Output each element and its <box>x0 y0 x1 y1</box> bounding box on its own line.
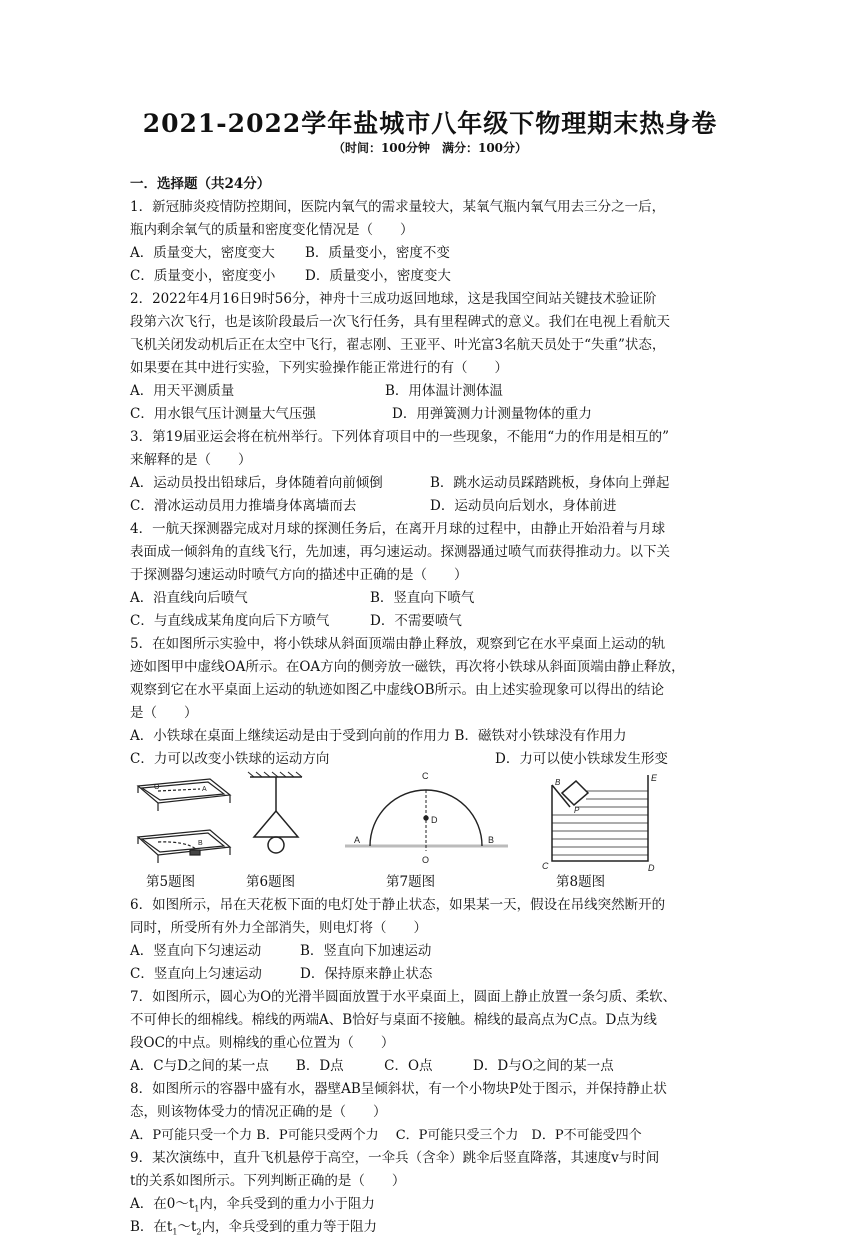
q1-options-row-1 <box>130 242 730 265</box>
q6-option-d: D．保持原来静止状态 <box>300 966 433 982</box>
q3-option-b: B．跳水运动员踩踏跳板，身体向上弹起 <box>430 475 670 491</box>
q5-stem-2: 迹如图甲中虚线OA所示。在OA方向的侧旁放一磁铁，再次将小铁球从斜面顶端由静止释放， <box>130 659 685 675</box>
q4-stem-3: 于探测器匀速运动时喷气方向的描述中正确的是（ ） <box>130 567 468 583</box>
q5-options-row-2 <box>130 748 730 771</box>
q5-stem-3: 观察到它在水平桌面上运动的轨迹如图乙中虚线OB所示。由上述实验现象可以得出的结论 <box>130 682 664 698</box>
q1-option-d: D．质量变小，密度变大 <box>305 268 451 284</box>
fig7-label-a: A <box>354 835 361 845</box>
q1-options-row-2 <box>130 265 730 288</box>
q2-option-a: A．用天平测质量 <box>130 383 235 399</box>
fig8-water-lines <box>552 791 648 855</box>
fig8-container <box>552 775 648 861</box>
fig7-label-c: C <box>422 771 429 781</box>
page-title: 2021-2022学年盐城市八年级下物理期末热身卷 <box>142 109 718 138</box>
q7-stem-1: 7．如图所示，圆心为O的光滑半圆面放置于水平桌面上，圆面上静止放置一条匀质、柔软、 <box>130 989 677 1005</box>
q7-stem-3: 段OC的中点。则棉线的重心位置为（ ） <box>130 1035 395 1051</box>
fig6-bulb <box>268 837 284 853</box>
q6-option-b: B．竖直向下加速运动 <box>300 943 432 959</box>
q2-option-b: B．用体温计测体温 <box>385 383 503 399</box>
q5-stem-4: 是（ ） <box>130 705 198 721</box>
q1-stem-1: 1．新冠肺炎疫情防控期间，医院内氧气的需求量较大，某氧气瓶内氧气用去三分之一后， <box>130 199 666 215</box>
q1-option-c: C．质量变小，密度变小 <box>130 268 276 284</box>
fig5-caption: 第5题图 <box>146 874 196 890</box>
q9-option-a-text: A．在0～t <box>130 1196 195 1212</box>
q9-option-b-rest: 内，伞兵受到的重力等于阻力 <box>201 1219 377 1235</box>
fig6-diagram <box>248 772 302 853</box>
q9-stem-1: 9．某次演练中，直升飞机悬停于高空，一伞兵（含伞）跳伞后竖直降落，其速度v与时间 <box>130 1150 660 1166</box>
fig6-caption: 第6题图 <box>246 874 296 890</box>
q1-option-a: A．质量变大，密度变大 <box>130 245 275 261</box>
fig6-lampshade <box>254 811 298 837</box>
fig5-table-top-1 <box>138 779 230 803</box>
fig7-label-b: B <box>488 835 495 845</box>
q9-option-a <box>130 1193 730 1216</box>
q2-option-d: D．用弹簧测力计测量物体的重力 <box>392 406 592 422</box>
q2-stem-4: 如果要在其中进行实验，下列实验操作能正常进行的有（ ） <box>130 360 508 376</box>
q6-stem-1: 6．如图所示，吊在天花板下面的电灯处于静止状态，如果某一天，假设在吊线突然断开的 <box>130 897 666 913</box>
q2-stem-2: 段第六次飞行，也是该阶段最后一次飞行任务，具有里程碑式的意义。我们在电视上看航天 <box>130 314 670 330</box>
q9-option-a-rest: 内，伞兵受到的重力小于阻力 <box>199 1196 375 1212</box>
q6-options-row-1 <box>130 940 730 963</box>
q3-options-row-1 <box>130 472 730 495</box>
fig5-label-o: O <box>154 784 160 791</box>
q3-option-d: D．运动员向后划水，身体前进 <box>430 498 617 514</box>
q2-stem-1: 2．2022年4月16日9时56分，神舟十三成功返回地球，这是我国空间站关键技术验证阶 <box>130 291 657 307</box>
q3-option-a: A．运动员投出铅球后，身体随着向前倾倒 <box>130 475 383 491</box>
q2-stem-3: 飞机关闭发动机后正在太空中飞行，翟志刚、王亚平、叶光富3名航天员处于“失重”状态， <box>130 337 666 353</box>
fig7-caption: 第7题图 <box>386 874 436 890</box>
fig5-path-oa <box>158 789 200 791</box>
q8-stem-2: 态，则该物体受力的情况正确的是（ ） <box>130 1104 387 1120</box>
fig5-label-b: B <box>198 840 203 847</box>
q7-options: A．C与D之间的某一点 B．D点 C．O点 D．D与O之间的某一点 <box>130 1058 614 1074</box>
q5-options-ab: A．小铁球在桌面上继续运动是由于受到向前的作用力 B．磁铁对小铁球没有作用力 <box>130 728 627 744</box>
q9-option-b-sub1: 1 <box>172 1227 178 1237</box>
fig7-point-d <box>424 816 428 820</box>
q5-option-c: C．力可以改变小铁球的运动方向 <box>130 751 330 767</box>
q4-option-c: C．与直线成某角度向后下方喷气 <box>130 613 330 629</box>
q9-stem-2: t的关系如图所示。下列判断正确的是（ ） <box>130 1173 406 1189</box>
q9-option-b-mid: ～t <box>177 1219 197 1235</box>
q6-option-c: C．竖直向上匀速运动 <box>130 966 262 982</box>
fig7-label-d: D <box>431 815 438 825</box>
exam-info: （时间：100分钟 满分：100分） <box>332 141 528 155</box>
q6-option-a: A．竖直向下匀速运动 <box>130 943 262 959</box>
q4-option-d: D．不需要喷气 <box>370 613 462 629</box>
q3-options-row-2 <box>130 495 730 518</box>
fig5-diagram <box>138 779 230 863</box>
q4-option-b: B．竖直向下喷气 <box>370 590 475 606</box>
fig7-diagram <box>345 790 508 851</box>
figure-captions <box>130 871 730 894</box>
fig5-magnet <box>190 850 200 855</box>
q5-stem-1: 5．在如图所示实验中，将小铁球从斜面顶端由静止释放，观察到它在水平桌面上运动的轨 <box>130 636 666 652</box>
q9-option-b-sub2: 2 <box>196 1227 202 1237</box>
q4-stem-2: 表面成一倾斜角的直线飞行，先加速，再匀速运动。探测器通过喷气而获得推动力。以下关 <box>130 544 670 560</box>
section-heading: 一．选择题（共24分） <box>130 176 271 192</box>
q2-options-row-1 <box>130 380 730 403</box>
q5-option-d: D．力可以使小铁球发生形变 <box>495 751 668 767</box>
fig7-label-o: O <box>422 855 430 865</box>
fig8-caption: 第8题图 <box>556 874 606 890</box>
q9-option-a-sub: 1 <box>194 1204 200 1214</box>
q7-stem-2: 不可伸长的细棉线。棉线的两端A、B恰好与桌面不接触。棉线的最高点为C点。D点为线 <box>130 1012 657 1028</box>
q4-stem-1: 4．一航天探测器完成对月球的探测任务后，在离开月球的过程中，由静止开始沿着与月球 <box>130 521 666 537</box>
fig8-label-p: P <box>574 806 580 815</box>
figures-row <box>130 771 730 871</box>
q6-stem-2: 同时，所受所有外力全部消失，则电灯将（ ） <box>130 920 427 936</box>
q8-options: A．P可能只受一个力 B．P可能只受两个力 C．P可能只受三个力 D．P不可能受四个 <box>130 1128 642 1143</box>
q3-stem-2: 来解释的是（ ） <box>130 452 252 468</box>
fig8-label-b: B <box>555 778 561 787</box>
q2-option-c: C．用水银气压计测量大气压强 <box>130 406 316 422</box>
q9-option-b-text: B．在t <box>130 1219 173 1235</box>
fig5-path-ob <box>158 842 196 849</box>
q3-stem-1: 3．第19届亚运会将在杭州举行。下列体育项目中的一些现象，不能用“力的作用是相互的” <box>130 429 670 445</box>
q4-option-a: A．沿直线向后喷气 <box>130 590 248 606</box>
fig5-label-a: A <box>202 786 207 793</box>
fig5-table-top-2 <box>138 830 230 855</box>
q2-options-row-2 <box>130 403 730 426</box>
fig8-label-e: E <box>651 773 658 783</box>
figures-svg <box>130 771 730 871</box>
exam-content <box>130 173 730 1239</box>
q1-stem-2: 瓶内剩余氧气的质量和密度变化情况是（ ） <box>130 222 414 238</box>
fig8-label-d: D <box>648 863 655 871</box>
fig8-label-c: C <box>542 861 549 871</box>
q4-options-row-2 <box>130 610 730 633</box>
q1-option-b: B．质量变小，密度不变 <box>305 245 450 261</box>
fig8-diagram <box>552 775 648 861</box>
q4-options-row-1 <box>130 587 730 610</box>
q9-option-b <box>130 1216 730 1239</box>
q6-options-row-2 <box>130 963 730 986</box>
q3-option-c: C．滑冰运动员用力推墙身体离墙而去 <box>130 498 357 514</box>
q8-stem-1: 8．如图所示的容器中盛有水，器壁AB呈倾斜状，有一个小物块P处于图示，并保持静止状 <box>130 1081 667 1097</box>
